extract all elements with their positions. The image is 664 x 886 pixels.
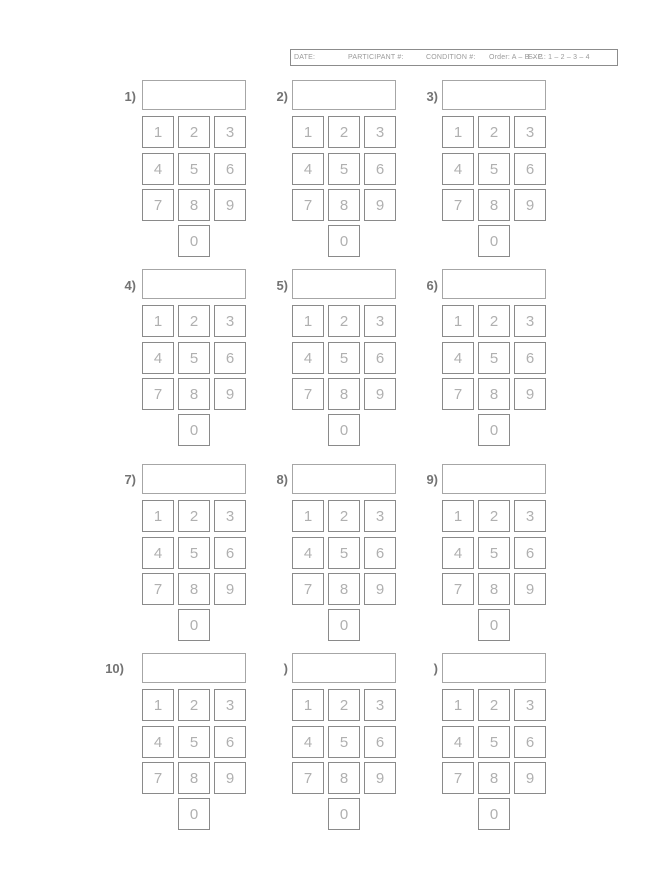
key-6: 6 [514,537,546,569]
entry-box [442,464,546,494]
key-5: 5 [178,342,210,374]
key-7: 7 [442,573,474,605]
key-6: 6 [364,537,396,569]
key-2: 2 [478,305,510,337]
keypad-number-label: 5) [276,278,288,293]
key-8: 8 [178,762,210,794]
key-4: 4 [292,342,324,374]
key-3: 3 [514,305,546,337]
key-0: 0 [178,798,210,830]
key-2: 2 [328,500,360,532]
key-2: 2 [328,116,360,148]
key-8: 8 [178,573,210,605]
keypad-number-label: 3) [426,89,438,104]
key-5: 5 [178,153,210,185]
key-5: 5 [328,342,360,374]
entry-box [442,269,546,299]
key-0: 0 [328,609,360,641]
key-2: 2 [178,116,210,148]
key-1: 1 [142,500,174,532]
key-4: 4 [292,726,324,758]
key-2: 2 [478,689,510,721]
key-8: 8 [328,189,360,221]
key-0: 0 [178,609,210,641]
key-2: 2 [478,500,510,532]
key-9: 9 [514,573,546,605]
key-8: 8 [328,573,360,605]
key-3: 3 [514,116,546,148]
key-2: 2 [328,305,360,337]
entry-box [292,464,396,494]
keypad-12 [406,653,546,843]
key-0: 0 [178,225,210,257]
key-8: 8 [478,378,510,410]
key-1: 1 [142,689,174,721]
key-7: 7 [292,378,324,410]
key-5: 5 [328,726,360,758]
key-6: 6 [214,342,246,374]
keypad-5 [256,269,396,459]
key-6: 6 [514,342,546,374]
key-9: 9 [364,378,396,410]
key-5: 5 [178,726,210,758]
key-6: 6 [514,153,546,185]
key-6: 6 [214,537,246,569]
key-9: 9 [214,378,246,410]
keypad-number-label: 2) [276,89,288,104]
entry-box [442,653,546,683]
key-1: 1 [292,500,324,532]
order-field: Order: A – B – C [489,54,544,61]
key-3: 3 [214,689,246,721]
key-5: 5 [478,342,510,374]
key-5: 5 [478,537,510,569]
key-3: 3 [214,305,246,337]
key-8: 8 [478,762,510,794]
key-7: 7 [292,762,324,794]
key-0: 0 [478,225,510,257]
entry-box [292,80,396,110]
entry-box [292,269,396,299]
key-9: 9 [364,189,396,221]
key-2: 2 [178,500,210,532]
key-0: 0 [478,609,510,641]
key-4: 4 [442,153,474,185]
key-4: 4 [442,342,474,374]
key-9: 9 [214,762,246,794]
key-6: 6 [364,342,396,374]
key-0: 0 [478,798,510,830]
exp-field: EXP.: 1 – 2 – 3 – 4 [528,54,590,61]
entry-box [142,653,246,683]
key-2: 2 [328,689,360,721]
key-0: 0 [328,798,360,830]
keypad-number-label: 10) [105,661,124,676]
key-2: 2 [478,116,510,148]
key-1: 1 [292,305,324,337]
key-9: 9 [514,189,546,221]
keypad-number-label: ) [283,661,288,676]
entry-box [142,80,246,110]
date-field: DATE: [294,54,316,61]
keypad-7 [106,464,246,654]
key-3: 3 [514,500,546,532]
key-6: 6 [514,726,546,758]
key-4: 4 [142,153,174,185]
keypad-9 [406,464,546,654]
keypad-3 [406,80,546,270]
key-6: 6 [364,153,396,185]
key-7: 7 [442,378,474,410]
key-7: 7 [142,762,174,794]
key-9: 9 [364,573,396,605]
key-7: 7 [142,189,174,221]
keypad-11 [256,653,396,843]
key-9: 9 [214,189,246,221]
key-4: 4 [292,537,324,569]
key-7: 7 [292,573,324,605]
key-4: 4 [142,537,174,569]
key-5: 5 [478,153,510,185]
keypad-10 [106,653,246,843]
keypad-6 [406,269,546,459]
key-3: 3 [364,500,396,532]
entry-box [142,464,246,494]
key-1: 1 [142,116,174,148]
key-1: 1 [292,116,324,148]
keypad-number-label: 6) [426,278,438,293]
key-2: 2 [178,689,210,721]
key-7: 7 [142,378,174,410]
key-3: 3 [214,116,246,148]
key-6: 6 [214,726,246,758]
key-0: 0 [478,414,510,446]
key-3: 3 [514,689,546,721]
key-6: 6 [364,726,396,758]
key-8: 8 [328,378,360,410]
key-5: 5 [178,537,210,569]
key-8: 8 [478,189,510,221]
header-info-box [290,49,618,66]
keypad-4 [106,269,246,459]
key-1: 1 [442,500,474,532]
key-7: 7 [442,189,474,221]
key-3: 3 [214,500,246,532]
entry-box [442,80,546,110]
participant-field: PARTICIPANT #: [348,54,404,61]
key-4: 4 [292,153,324,185]
key-4: 4 [142,726,174,758]
key-1: 1 [442,116,474,148]
entry-box [292,653,396,683]
key-9: 9 [514,762,546,794]
key-5: 5 [328,153,360,185]
keypad-8 [256,464,396,654]
key-3: 3 [364,305,396,337]
key-4: 4 [142,342,174,374]
key-4: 4 [442,726,474,758]
key-9: 9 [364,762,396,794]
key-8: 8 [478,573,510,605]
key-8: 8 [178,189,210,221]
key-9: 9 [514,378,546,410]
key-4: 4 [442,537,474,569]
key-7: 7 [442,762,474,794]
key-3: 3 [364,116,396,148]
key-2: 2 [178,305,210,337]
condition-field: CONDITION #: [426,54,476,61]
key-1: 1 [442,305,474,337]
keypad-number-label: ) [433,661,438,676]
key-8: 8 [178,378,210,410]
key-1: 1 [142,305,174,337]
key-7: 7 [292,189,324,221]
key-5: 5 [478,726,510,758]
keypad-number-label: 4) [124,278,136,293]
key-8: 8 [328,762,360,794]
key-7: 7 [142,573,174,605]
key-9: 9 [214,573,246,605]
key-3: 3 [364,689,396,721]
keypad-number-label: 7) [124,472,136,487]
keypad-2 [256,80,396,270]
entry-box [142,269,246,299]
keypad-number-label: 1) [124,89,136,104]
key-1: 1 [292,689,324,721]
keypad-number-label: 9) [426,472,438,487]
key-0: 0 [328,225,360,257]
keypad-number-label: 8) [276,472,288,487]
key-0: 0 [328,414,360,446]
key-0: 0 [178,414,210,446]
key-5: 5 [328,537,360,569]
key-1: 1 [442,689,474,721]
keypad-1 [106,80,246,270]
key-6: 6 [214,153,246,185]
